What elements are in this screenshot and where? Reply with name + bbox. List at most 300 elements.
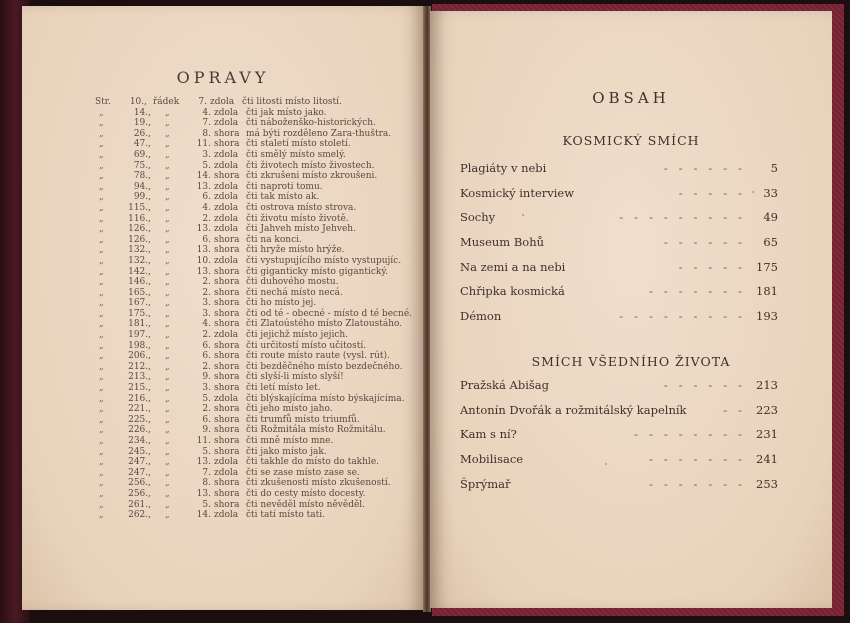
errata-line: 13. — [196, 224, 211, 235]
toc-leader-dashes: - - - - - - - - - — [619, 210, 742, 225]
errata-page: 197., — [128, 330, 151, 341]
errata-direction: zdola — [214, 213, 239, 224]
errata-direction: zdola — [214, 118, 239, 129]
errata-str: „ — [99, 425, 104, 436]
errata-page: 115., — [128, 202, 151, 213]
toc-leader-dashes: - - - - - - - — [649, 284, 742, 299]
toc-leader-dashes: - - - - - - — [663, 378, 742, 392]
toc-entry-title: Kosmický interview — [460, 185, 575, 200]
errata-str: „ — [99, 446, 104, 457]
errata-direction: shora — [214, 488, 240, 499]
toc-leader-dashes: - - - - - — [678, 259, 742, 274]
paper-speck — [752, 191, 754, 193]
toc-leader-dashes: - - - - - - — [663, 161, 742, 175]
errata-radek: „ — [165, 425, 170, 436]
errata-str: „ — [99, 192, 104, 203]
errata-str: „ — [99, 330, 104, 341]
errata-str: „ — [99, 404, 104, 415]
errata-str: „ — [99, 393, 104, 404]
errata-row — [95, 404, 412, 415]
errata-row — [95, 224, 412, 235]
errata-str: „ — [99, 287, 104, 298]
errata-correction: čti náboženško-historických. — [246, 118, 376, 129]
errata-row — [95, 330, 412, 341]
errata-row — [95, 129, 412, 140]
errata-line: 5. — [202, 499, 211, 510]
errata-page: 216., — [128, 393, 151, 404]
errata-row — [95, 277, 412, 288]
toc-entry — [460, 260, 778, 285]
errata-radek: „ — [165, 245, 170, 256]
errata-radek: „ — [165, 171, 170, 182]
errata-page: 245., — [128, 446, 151, 457]
errata-page: 261., — [128, 499, 151, 510]
errata-page: 175., — [128, 308, 151, 319]
errata-correction: čti slyší-li místo slyší! — [246, 372, 344, 383]
errata-str: „ — [99, 340, 104, 351]
errata-correction: čti ho místo jej. — [246, 298, 317, 309]
errata-correction: čti životu místo životě. — [246, 213, 349, 224]
errata-str: „ — [99, 149, 104, 160]
errata-row — [95, 182, 412, 193]
errata-line: 11. — [196, 139, 211, 150]
errata-line: 5. — [202, 393, 211, 404]
errata-line: 14. — [196, 171, 211, 182]
errata-direction: shora — [214, 128, 240, 139]
errata-row — [95, 500, 412, 511]
errata-row — [95, 372, 412, 383]
errata-str: „ — [99, 139, 104, 150]
errata-str: „ — [99, 319, 104, 330]
errata-correction: čti od té - obecné - místo d té becné. — [246, 308, 413, 319]
errata-page: 146., — [128, 277, 151, 288]
errata-direction: shora — [214, 383, 240, 394]
errata-correction: čti Rožmitála místo Rožmitálu. — [246, 425, 386, 436]
errata-row — [95, 319, 412, 330]
errata-direction: zdola — [214, 457, 239, 468]
errata-str: „ — [99, 308, 104, 319]
section-title-kosmicky-smich: KOSMICKÝ SMÍCH — [562, 133, 700, 148]
errata-page: 206., — [128, 351, 151, 362]
left-page-errata — [22, 6, 424, 610]
errata-page: 221., — [128, 404, 151, 415]
errata-correction: čti zkušenosti místo zkušeností. — [246, 478, 391, 489]
errata-line: 4. — [202, 202, 211, 213]
errata-direction: shora — [214, 351, 240, 362]
toc-entry-title: Démon — [460, 309, 502, 324]
errata-direction: shora — [214, 436, 240, 446]
errata-line: 2. — [202, 361, 211, 372]
errata-line: 3. — [202, 149, 211, 160]
errata-line: 13. — [196, 245, 211, 256]
errata-row — [95, 436, 412, 447]
errata-correction: čti určitostí místo učitostí. — [246, 340, 367, 351]
errata-radek: „ — [165, 118, 170, 129]
errata-correction: má býti rozděleno Zara-thuštra. — [246, 128, 392, 139]
errata-row — [95, 309, 412, 320]
errata-str: „ — [99, 383, 104, 394]
errata-radek: „ — [165, 330, 170, 341]
errata-str: „ — [99, 372, 104, 383]
errata-page: 247., — [128, 467, 151, 478]
errata-direction: shora — [214, 234, 240, 245]
errata-correction: čti do cesty místo docesty. — [246, 488, 366, 499]
errata-correction: čti vystupujícího místo vystupujíc. — [246, 255, 402, 266]
errata-str: „ — [99, 224, 104, 235]
errata-row — [95, 510, 412, 521]
errata-row — [95, 256, 412, 267]
errata-line: 2. — [202, 404, 211, 415]
toc-entry-page: 65 — [763, 235, 778, 250]
errata-radek: řádek — [153, 97, 180, 107]
errata-radek: „ — [165, 298, 170, 309]
errata-correction: čti jak místo jako. — [246, 107, 327, 118]
errata-line: 13. — [196, 266, 211, 277]
errata-str: „ — [99, 118, 104, 129]
errata-title: OPRAVY — [176, 68, 270, 87]
errata-str: „ — [99, 181, 104, 192]
errata-correction: čti duhového mostu. — [246, 277, 339, 288]
errata-direction: shora — [214, 245, 240, 256]
toc-entry — [460, 427, 778, 452]
errata-line: 6. — [202, 414, 211, 425]
errata-correction: čti takhle do místo do takhle. — [246, 457, 380, 468]
toc-leader-dashes: - - — [723, 402, 742, 417]
toc-entry-title: Kam s ní? — [460, 427, 517, 442]
toc-entry — [460, 378, 778, 403]
toc-leader-dashes: - - - - - - - - — [634, 427, 742, 442]
errata-direction: shora — [214, 478, 240, 489]
errata-page: 94., — [133, 181, 151, 192]
errata-direction: shora — [214, 308, 240, 319]
errata-row — [95, 235, 412, 246]
errata-line: 5. — [202, 160, 211, 171]
errata-page: 99., — [133, 192, 151, 203]
errata-page: 262., — [128, 510, 151, 521]
errata-radek: „ — [165, 308, 170, 319]
errata-str: Str. — [95, 97, 111, 107]
errata-direction: zdola — [214, 160, 239, 171]
errata-page: 10., — [129, 97, 147, 107]
errata-correction: čti životech místo živostech. — [246, 160, 375, 171]
errata-direction: shora — [214, 446, 240, 457]
errata-str: „ — [99, 266, 104, 277]
errata-row — [95, 415, 412, 426]
errata-radek: „ — [165, 457, 170, 468]
toc-entry — [460, 186, 778, 211]
errata-page: 78., — [133, 171, 151, 182]
errata-correction: čti Zlatoústého místo Zlatoustáho. — [246, 319, 403, 330]
errata-row — [95, 447, 412, 458]
errata-radek: „ — [165, 160, 170, 171]
errata-radek: „ — [165, 372, 170, 383]
errata-radek: „ — [165, 266, 170, 277]
toc-section-1 — [460, 161, 778, 334]
toc-entry — [460, 210, 778, 235]
errata-direction: shora — [214, 287, 240, 298]
errata-row — [95, 478, 412, 489]
errata-line: 9. — [202, 425, 211, 436]
errata-str: „ — [99, 128, 104, 139]
errata-line: 11. — [196, 436, 211, 446]
errata-correction: čti letí místo let. — [246, 383, 321, 394]
errata-line: 3. — [202, 298, 211, 309]
errata-page: 256., — [128, 488, 151, 499]
errata-correction: čti blýskajícíma místo býskajícíma. — [246, 393, 405, 404]
errata-line: 7. — [202, 118, 211, 129]
errata-direction: zdola — [214, 255, 239, 266]
errata-str: „ — [99, 436, 104, 446]
errata-line: 6. — [202, 192, 211, 203]
toc-entry-title: Plagiáty v nebi — [460, 161, 547, 175]
errata-radek: „ — [165, 128, 170, 139]
errata-row — [95, 203, 412, 214]
paper-speck — [605, 463, 607, 465]
section-title-smich-vsedniho-zivota: SMÍCH VŠEDNÍHO ŽIVOTA — [531, 354, 731, 369]
toc-entry — [460, 452, 778, 477]
errata-direction: zdola — [214, 149, 239, 160]
toc-entry-page: 213 — [756, 378, 778, 392]
errata-page: 126., — [128, 234, 151, 245]
errata-str: „ — [99, 160, 104, 171]
errata-correction: čti trumfů místo triumfů. — [246, 414, 360, 425]
errata-direction: zdola — [214, 330, 239, 341]
errata-correction: čti mně místo mne. — [246, 436, 334, 446]
errata-correction: čti staletí místo století. — [246, 139, 351, 150]
errata-row — [95, 161, 412, 172]
toc-entry — [460, 309, 778, 334]
errata-correction: čti hryže místo hrýže. — [246, 245, 345, 256]
errata-page: 47., — [133, 139, 151, 150]
errata-direction: zdola — [214, 510, 239, 521]
toc-leader-dashes: - - - - - — [678, 185, 742, 200]
errata-str: „ — [99, 245, 104, 256]
errata-page: 132., — [128, 245, 151, 256]
contents-title: OBSAH — [592, 89, 670, 107]
errata-direction: shora — [214, 319, 240, 330]
errata-radek: „ — [165, 224, 170, 235]
errata-radek: „ — [165, 149, 170, 160]
errata-page: 234., — [128, 436, 151, 446]
errata-radek: „ — [165, 361, 170, 372]
errata-page: 167., — [128, 298, 151, 309]
toc-entry — [460, 403, 778, 428]
errata-correction: čti bezděčného místo bezdečného. — [246, 361, 403, 372]
errata-row — [95, 245, 412, 256]
errata-line: 5. — [202, 446, 211, 457]
errata-line: 13. — [196, 488, 211, 499]
errata-correction: čti giganticky místo gigantický. — [246, 266, 389, 277]
errata-radek: „ — [165, 255, 170, 266]
toc-leader-dashes: - - - - - - — [663, 235, 742, 250]
errata-correction: čti nevěděl místo něvěděl. — [246, 499, 366, 510]
errata-page: 213., — [128, 372, 151, 383]
errata-page: 181., — [128, 319, 151, 330]
toc-entry-page: 5 — [770, 161, 778, 175]
errata-row — [95, 298, 412, 309]
toc-entry-page: 241 — [756, 452, 778, 467]
toc-entry — [460, 284, 778, 309]
toc-entry-page: 231 — [756, 427, 778, 442]
errata-direction: shora — [214, 372, 240, 383]
errata-str: „ — [99, 499, 104, 510]
errata-str: „ — [99, 361, 104, 372]
errata-str: „ — [99, 202, 104, 213]
errata-page: 215., — [128, 383, 151, 394]
errata-list — [95, 97, 412, 521]
errata-direction: shora — [214, 361, 240, 372]
errata-line: 10. — [196, 255, 211, 266]
toc-entry — [460, 161, 778, 186]
errata-row — [95, 351, 412, 362]
errata-radek: „ — [165, 202, 170, 213]
errata-direction: shora — [214, 340, 240, 351]
errata-row — [95, 341, 412, 352]
errata-correction: čti litosti místo litostí. — [242, 97, 342, 107]
errata-correction: čti na konci. — [246, 234, 302, 245]
paper-speck — [522, 214, 524, 216]
errata-row — [95, 171, 412, 182]
errata-line: 3. — [202, 383, 211, 394]
toc-entry-title: Mobilisace — [460, 452, 524, 467]
errata-radek: „ — [165, 436, 170, 446]
errata-page: 19., — [133, 118, 151, 129]
toc-entry-page: 181 — [756, 284, 778, 299]
errata-direction: shora — [214, 171, 240, 182]
errata-line: 2. — [202, 330, 211, 341]
toc-entry — [460, 477, 778, 502]
errata-correction: čti nechá místo necá. — [246, 287, 343, 298]
errata-page: 26., — [133, 128, 151, 139]
errata-radek: „ — [165, 393, 170, 404]
errata-radek: „ — [165, 499, 170, 510]
errata-row — [95, 489, 412, 500]
toc-leader-dashes: - - - - - - - — [649, 452, 742, 467]
errata-row — [95, 118, 412, 129]
errata-str: „ — [99, 298, 104, 309]
errata-radek: „ — [165, 414, 170, 425]
errata-row — [95, 457, 412, 468]
errata-correction: čti jako místo jak. — [246, 446, 327, 457]
errata-direction: shora — [214, 499, 240, 510]
toc-entry-title: Antonín Dvořák a rožmitálský kapelník — [460, 402, 687, 417]
errata-radek: „ — [165, 446, 170, 457]
errata-str: „ — [99, 478, 104, 489]
errata-line: 8. — [202, 128, 211, 139]
errata-correction: čti smělý místo smelý. — [246, 149, 346, 160]
errata-direction: shora — [214, 298, 240, 309]
errata-row — [95, 468, 412, 479]
errata-radek: „ — [165, 340, 170, 351]
errata-str: „ — [99, 414, 104, 425]
errata-page: 69., — [133, 149, 151, 160]
toc-entry-page: 175 — [756, 259, 778, 274]
errata-line: 2. — [202, 277, 211, 288]
errata-row — [95, 139, 412, 150]
errata-line: 13. — [196, 181, 211, 192]
errata-row — [95, 97, 412, 108]
errata-correction: čti Jahveh místo Jehveh. — [246, 224, 356, 235]
errata-page: 226., — [128, 425, 151, 436]
errata-direction: zdola — [214, 181, 239, 192]
errata-str: „ — [99, 213, 104, 224]
toc-entry-title: Šprýmař — [460, 476, 511, 491]
toc-section-2 — [460, 378, 778, 501]
errata-line: 3. — [202, 308, 211, 319]
errata-radek: „ — [165, 213, 170, 224]
errata-row — [95, 394, 412, 405]
errata-line: 2. — [202, 287, 211, 298]
errata-line: 7. — [202, 467, 211, 478]
toc-entry-page: 193 — [756, 309, 778, 324]
errata-str: „ — [99, 351, 104, 362]
right-page-contents — [430, 11, 832, 608]
errata-line: 14. — [196, 510, 211, 521]
errata-radek: „ — [165, 404, 170, 415]
errata-str: „ — [99, 457, 104, 468]
errata-direction: zdola — [214, 202, 239, 213]
errata-page: 116., — [128, 213, 151, 224]
errata-direction: shora — [214, 277, 240, 288]
errata-correction: čti route místo raute (vysl. rút). — [246, 351, 390, 362]
errata-direction: shora — [214, 425, 240, 436]
errata-row — [95, 362, 412, 373]
errata-direction: shora — [214, 266, 240, 277]
errata-str: „ — [99, 107, 104, 118]
errata-row — [95, 425, 412, 436]
errata-radek: „ — [165, 488, 170, 499]
errata-line: 4. — [202, 319, 211, 330]
errata-radek: „ — [165, 319, 170, 330]
toc-leader-dashes: - - - - - - - — [649, 476, 742, 491]
errata-direction: zdola — [214, 107, 239, 118]
errata-line: 9. — [202, 372, 211, 383]
errata-radek: „ — [165, 234, 170, 245]
toc-entry-title: Pražská Abišag — [460, 378, 549, 392]
errata-line: 7. — [198, 97, 207, 107]
toc-entry — [460, 235, 778, 260]
errata-correction: čti zkrušeni místo zkroušeni. — [246, 171, 378, 182]
errata-page: 126., — [128, 224, 151, 235]
errata-page: 14., — [133, 107, 151, 118]
errata-direction: zdola — [214, 393, 239, 404]
errata-correction: čti tatí místo tati. — [246, 510, 326, 521]
errata-correction: čti tak místo ak. — [246, 192, 320, 203]
toc-entry-page: 253 — [756, 476, 778, 491]
errata-row — [95, 288, 412, 299]
errata-direction: shora — [214, 139, 240, 150]
errata-str: „ — [99, 510, 104, 521]
errata-radek: „ — [165, 467, 170, 478]
errata-row — [95, 383, 412, 394]
errata-page: 75., — [133, 160, 151, 171]
errata-direction: shora — [214, 404, 240, 415]
errata-row — [95, 150, 412, 161]
errata-row — [95, 108, 412, 119]
errata-line: 2. — [202, 213, 211, 224]
errata-row — [95, 267, 412, 278]
errata-radek: „ — [165, 181, 170, 192]
errata-line: 6. — [202, 234, 211, 245]
errata-radek: „ — [165, 287, 170, 298]
errata-page: 212., — [128, 361, 151, 372]
errata-radek: „ — [165, 478, 170, 489]
errata-str: „ — [99, 488, 104, 499]
errata-line: 13. — [196, 457, 211, 468]
errata-row — [95, 192, 412, 203]
errata-line: 6. — [202, 351, 211, 362]
errata-radek: „ — [165, 139, 170, 150]
